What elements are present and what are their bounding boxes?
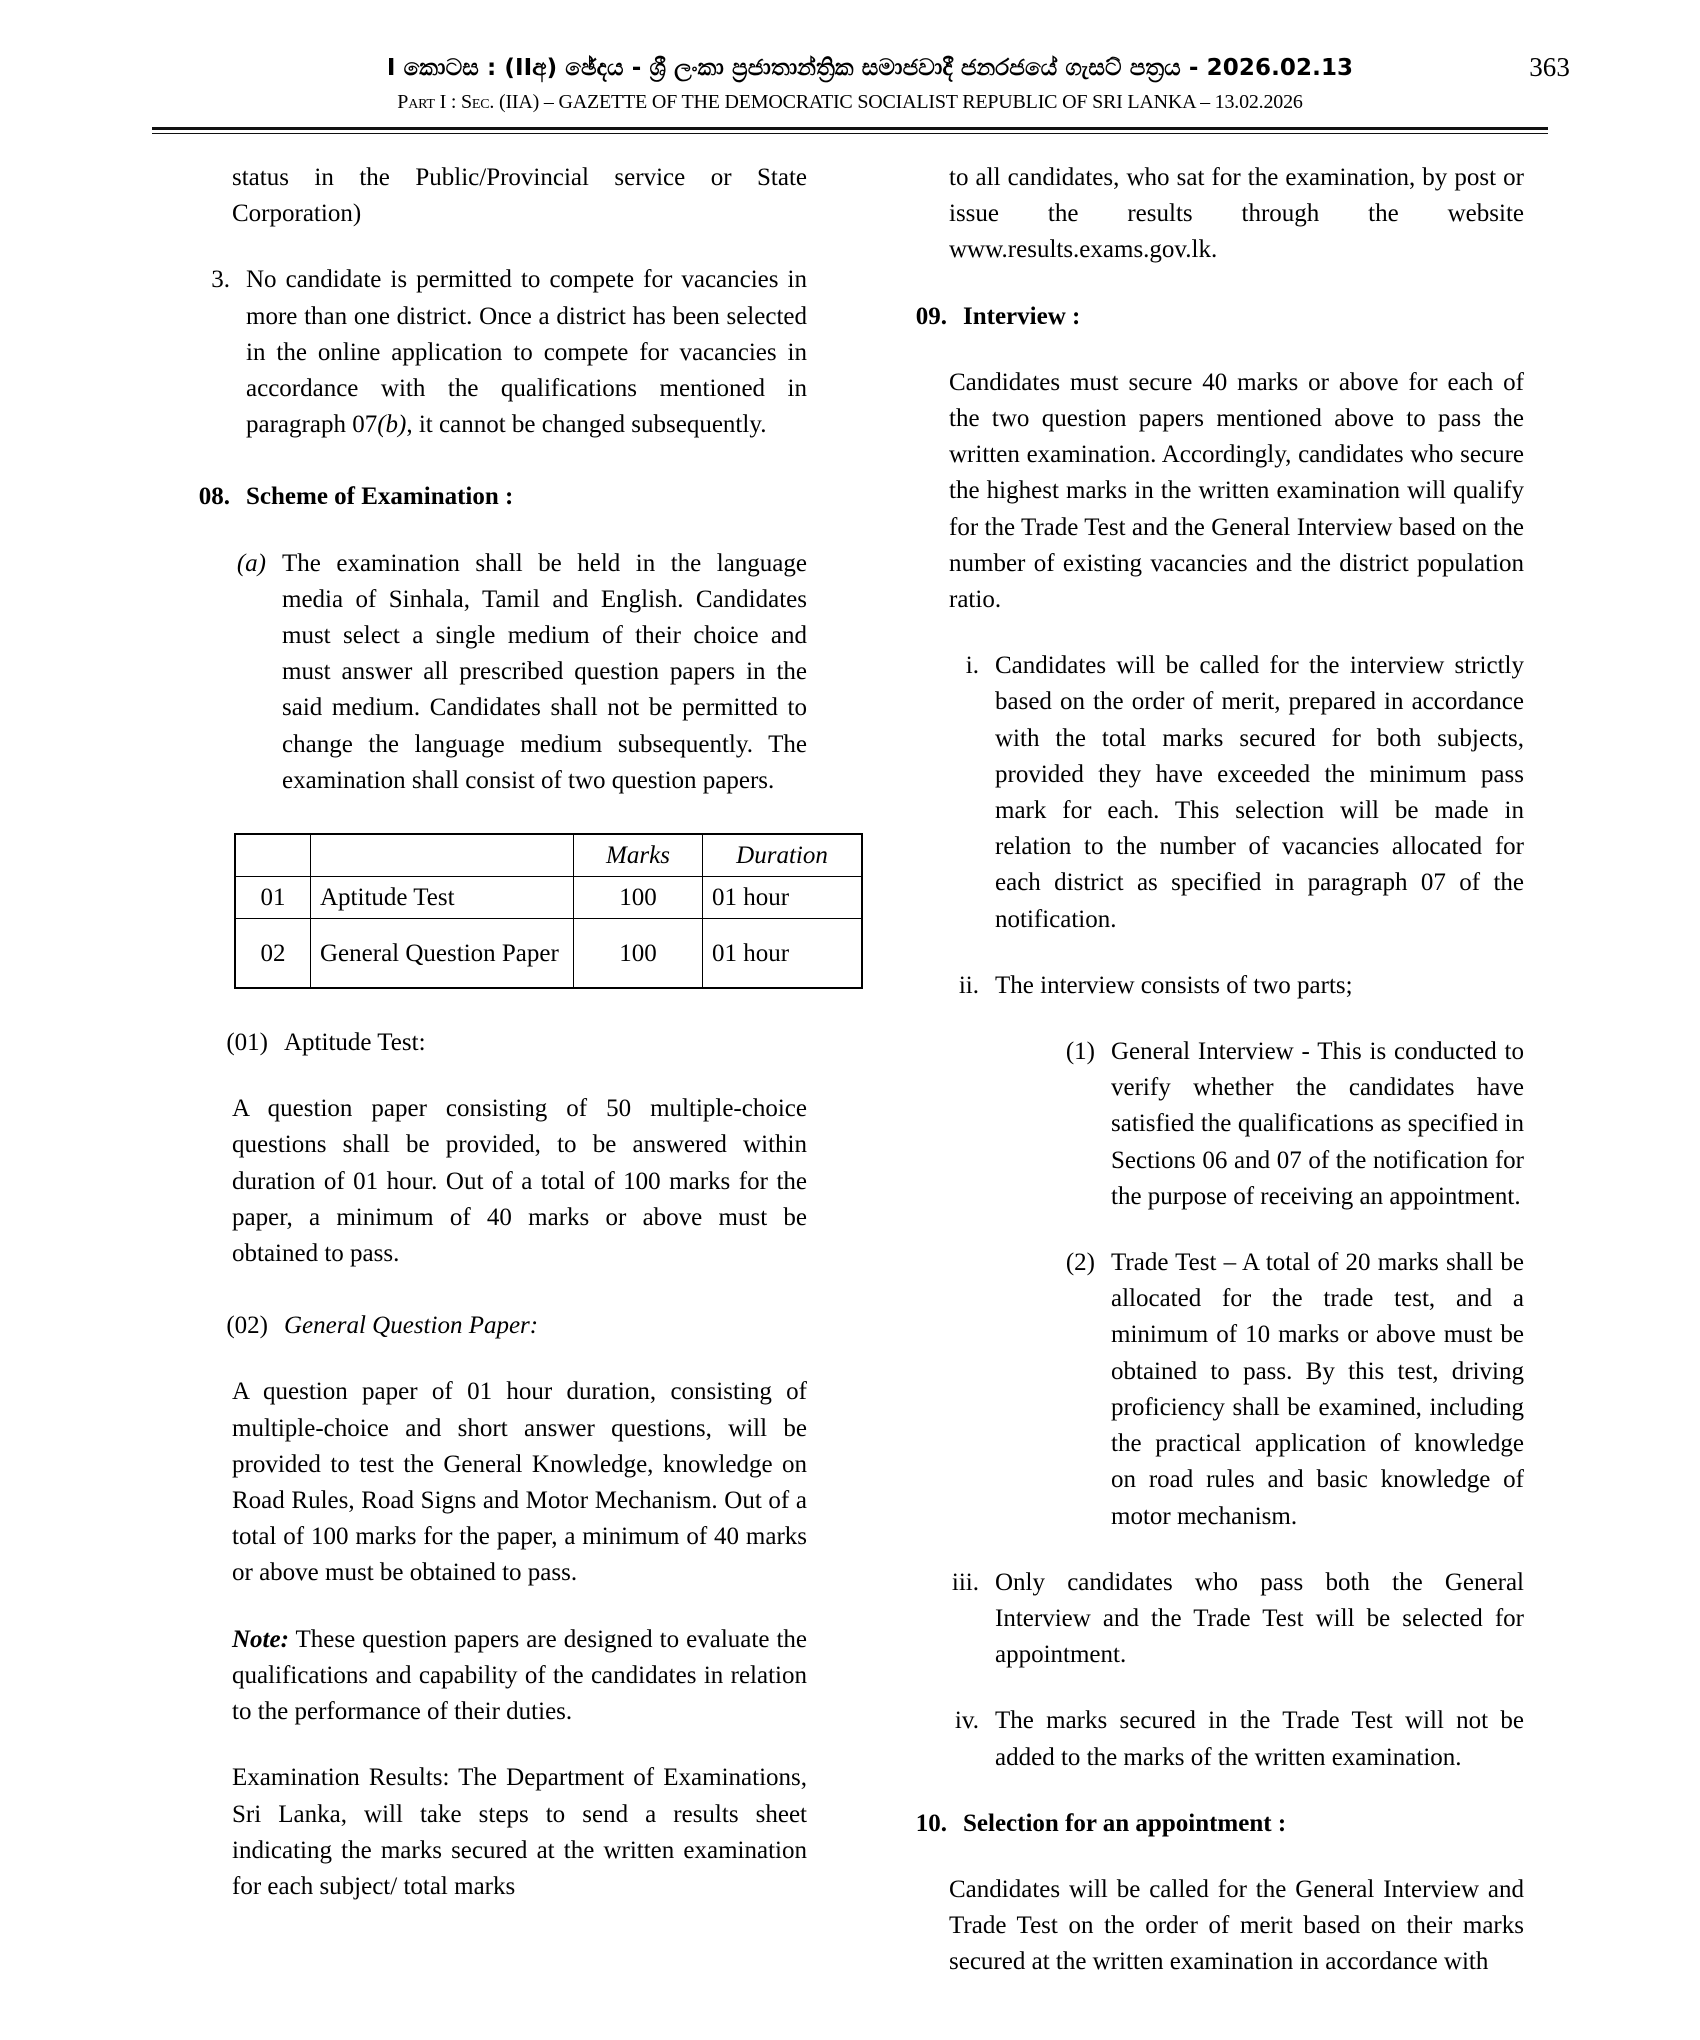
section-08-item-a-marker: (a) [236,549,266,577]
item-02-body: A question paper of 01 hour duration, consisting of multiple-choice and short answer questions, will be provided to test the General Knowledge, knowledge on Road Rules, Road Signs and Motor Mechanism. Out of a total of 100 marks for the paper, a minimum of 40 marks or above must be obtained to pass. [232,1378,807,1587]
left-column [152,160,828,1981]
sub-part-1-marker: (1) [1065,1038,1095,1066]
item-01-body: A question paper consisting of 50 multiple-choice questions shall be provided, to be answered within duration of 01 hour. Out of a total of 100 marks for the paper, a minimum of 40 marks or above must be obtained to pass. [232,1095,807,1268]
left-continued-paragraph: status in the Public/Provincial service or State Corporation) [232,164,807,228]
roman-item-i-marker: i. [965,652,979,680]
row-2-duration: 01 hour [703,919,863,989]
sub-part-2 [1029,1245,1524,1535]
sub-part-2-marker: (2) [1065,1249,1095,1277]
section-10-marker: 10. [915,1809,947,1837]
right-column [869,160,1524,1981]
page-header [0,0,1700,134]
section-09-intro: Candidates must secure 40 marks or above for each of the two question papers mentioned above to pass the written examination. Accordingly, candidates who secure the highest marks in the written examination will qualify for the Trade Test and the General Interview based on the number of existing vacancies and the district population ratio. [949,368,1524,614]
note-label: Note: [232,1625,289,1653]
header-cell-marks: Marks [574,834,703,877]
sub-part-1 [1029,1034,1524,1215]
roman-item-i-text: Candidates will be called for the interview strictly based on the order of merit, prepared in accordance with the total marks secured for both subjects, provided they have exceeded the minimum pass mark for each. This selection will be made in relation to the number of vacancies allocated for each district as specified in paragraph 07 of the notification. [995,652,1524,933]
right-continued-paragraph: to all candidates, who sat for the examination, by post or issue the results through the website www.results.exams.gov.lk. [949,164,1524,264]
header-sinhala-text: I කොටස : (IIඅ) ඡේදය - ශ්‍රී ලංකා ප්‍රජාතාන්ත්‍රික සමාජවාදී ජනරජයේ ගැසට් පත්‍රය - 2026.02.13 [386,55,1354,81]
header-cell-name [311,834,574,877]
roman-item-ii-marker: ii. [958,971,979,999]
sub-part-2-text: Trade Test – A total of 20 marks shall be allocated for the trade test, and a minimum of 10 marks or above must be obtained to pass. By this test, driving proficiency shall be examined, including the practical application of knowledge on road rules and basic knowledge of motor mechanism. [1111,1249,1524,1530]
row-2-marks: 100 [574,919,703,989]
exam-scheme-table [234,833,863,989]
section-09-title: Interview : [963,302,1081,330]
item-01-heading [182,1025,807,1061]
note-paragraph [232,1622,807,1731]
header-sinhala-line [0,52,1700,82]
sub-part-1-text: General Interview - This is conducted to verify whether the candidates have satisfied the qualifications as specified in Sections 06 and 07 of the notification for the purpose of receiving an appointment. [1111,1038,1524,1210]
roman-item-ii [931,968,1524,1004]
item-02-heading [182,1308,807,1344]
item-02-title: General Question Paper: [284,1312,539,1340]
table-row [235,877,862,919]
section-10-title: Selection for an appointment : [963,1809,1287,1837]
item-02-marker: (02) [226,1312,268,1340]
section-10-body: Candidates will be called for the General Interview and Trade Test on the order of merit based on their marks secured at the written examination in accordance with [949,1875,1524,1976]
roman-item-iv-text: The marks secured in the Trade Test will not be added to the marks of the written examination. [995,1707,1524,1771]
roman-item-iv-marker: iv. [954,1707,979,1735]
roman-item-iii-text: Only candidates who pass both the General Interview and the Trade Test will be selected for appointment. [995,1568,1524,1669]
item-01-marker: (01) [226,1029,268,1057]
list-item-3-marker: 3. [211,266,230,294]
item-01-title: Aptitude Test: [284,1029,426,1057]
section-09-marker: 09. [915,302,947,330]
item-3-italic-ref: (b) [377,411,407,439]
roman-item-iv [931,1703,1524,1775]
section-09-heading [869,299,1524,335]
row-1-no: 01 [235,877,311,919]
section-08-item-a [218,546,807,799]
list-item-3 [152,262,807,443]
header-cell-no [235,834,311,877]
section-08-title: Scheme of Examination : [246,483,514,511]
row-1-name: Aptitude Test [311,877,574,919]
section-08-marker: 08. [198,483,230,511]
row-1-marks: 100 [574,877,703,919]
section-08-heading [152,479,807,515]
row-2-name: General Question Paper [311,919,574,989]
table-row [235,919,862,989]
page-number: 363 [1529,52,1570,82]
table-header-row [235,834,862,877]
roman-item-ii-text: The interview consists of two parts; [995,971,1353,999]
item-3-text-after: , it cannot be changed subsequently. [406,411,767,439]
exam-results-paragraph: Examination Results: The Department of Examinations, Sri Lanka, will take steps to send a results sheet indicating the marks secured at the written examination for each subject/ total marks [232,1764,807,1900]
note-text: These question papers are designed to evaluate the qualifications and capability of the candidates in relation to the performance of their duties. [232,1625,807,1726]
section-10-heading [869,1806,1524,1842]
row-2-no: 02 [235,919,311,989]
row-1-duration: 01 hour [703,877,863,919]
header-english-line: Part I : Sec. (IIA) – GAZETTE OF THE DEMOCRATIC SOCIALIST REPUBLIC OF SRI LANKA – 13.02.2026 [397,91,1303,113]
roman-item-iii-marker: iii. [951,1568,979,1596]
roman-item-iii [931,1565,1524,1674]
two-column-body [152,160,1548,1981]
header-divider-rule [152,127,1548,134]
header-cell-duration: Duration [703,834,863,877]
list-item-3-text [246,262,807,443]
roman-item-i [931,648,1524,938]
exam-table-container [234,833,828,989]
section-08-item-a-text: The examination shall be held in the language media of Sinhala, Tamil and English. Candidates must select a single medium of their choice and must answer all prescribed question papers in the said medium. Candidates shall not be permitted to change the language medium subsequently. The examination shall consist of two question papers. [282,549,807,794]
item-3-text-before: No candidate is permitted to compete for vacancies in more than one district. Once a district has been selected in the online application to compete for vacancies in accordance with the qualifications mentioned in paragraph 07 [246,266,807,439]
